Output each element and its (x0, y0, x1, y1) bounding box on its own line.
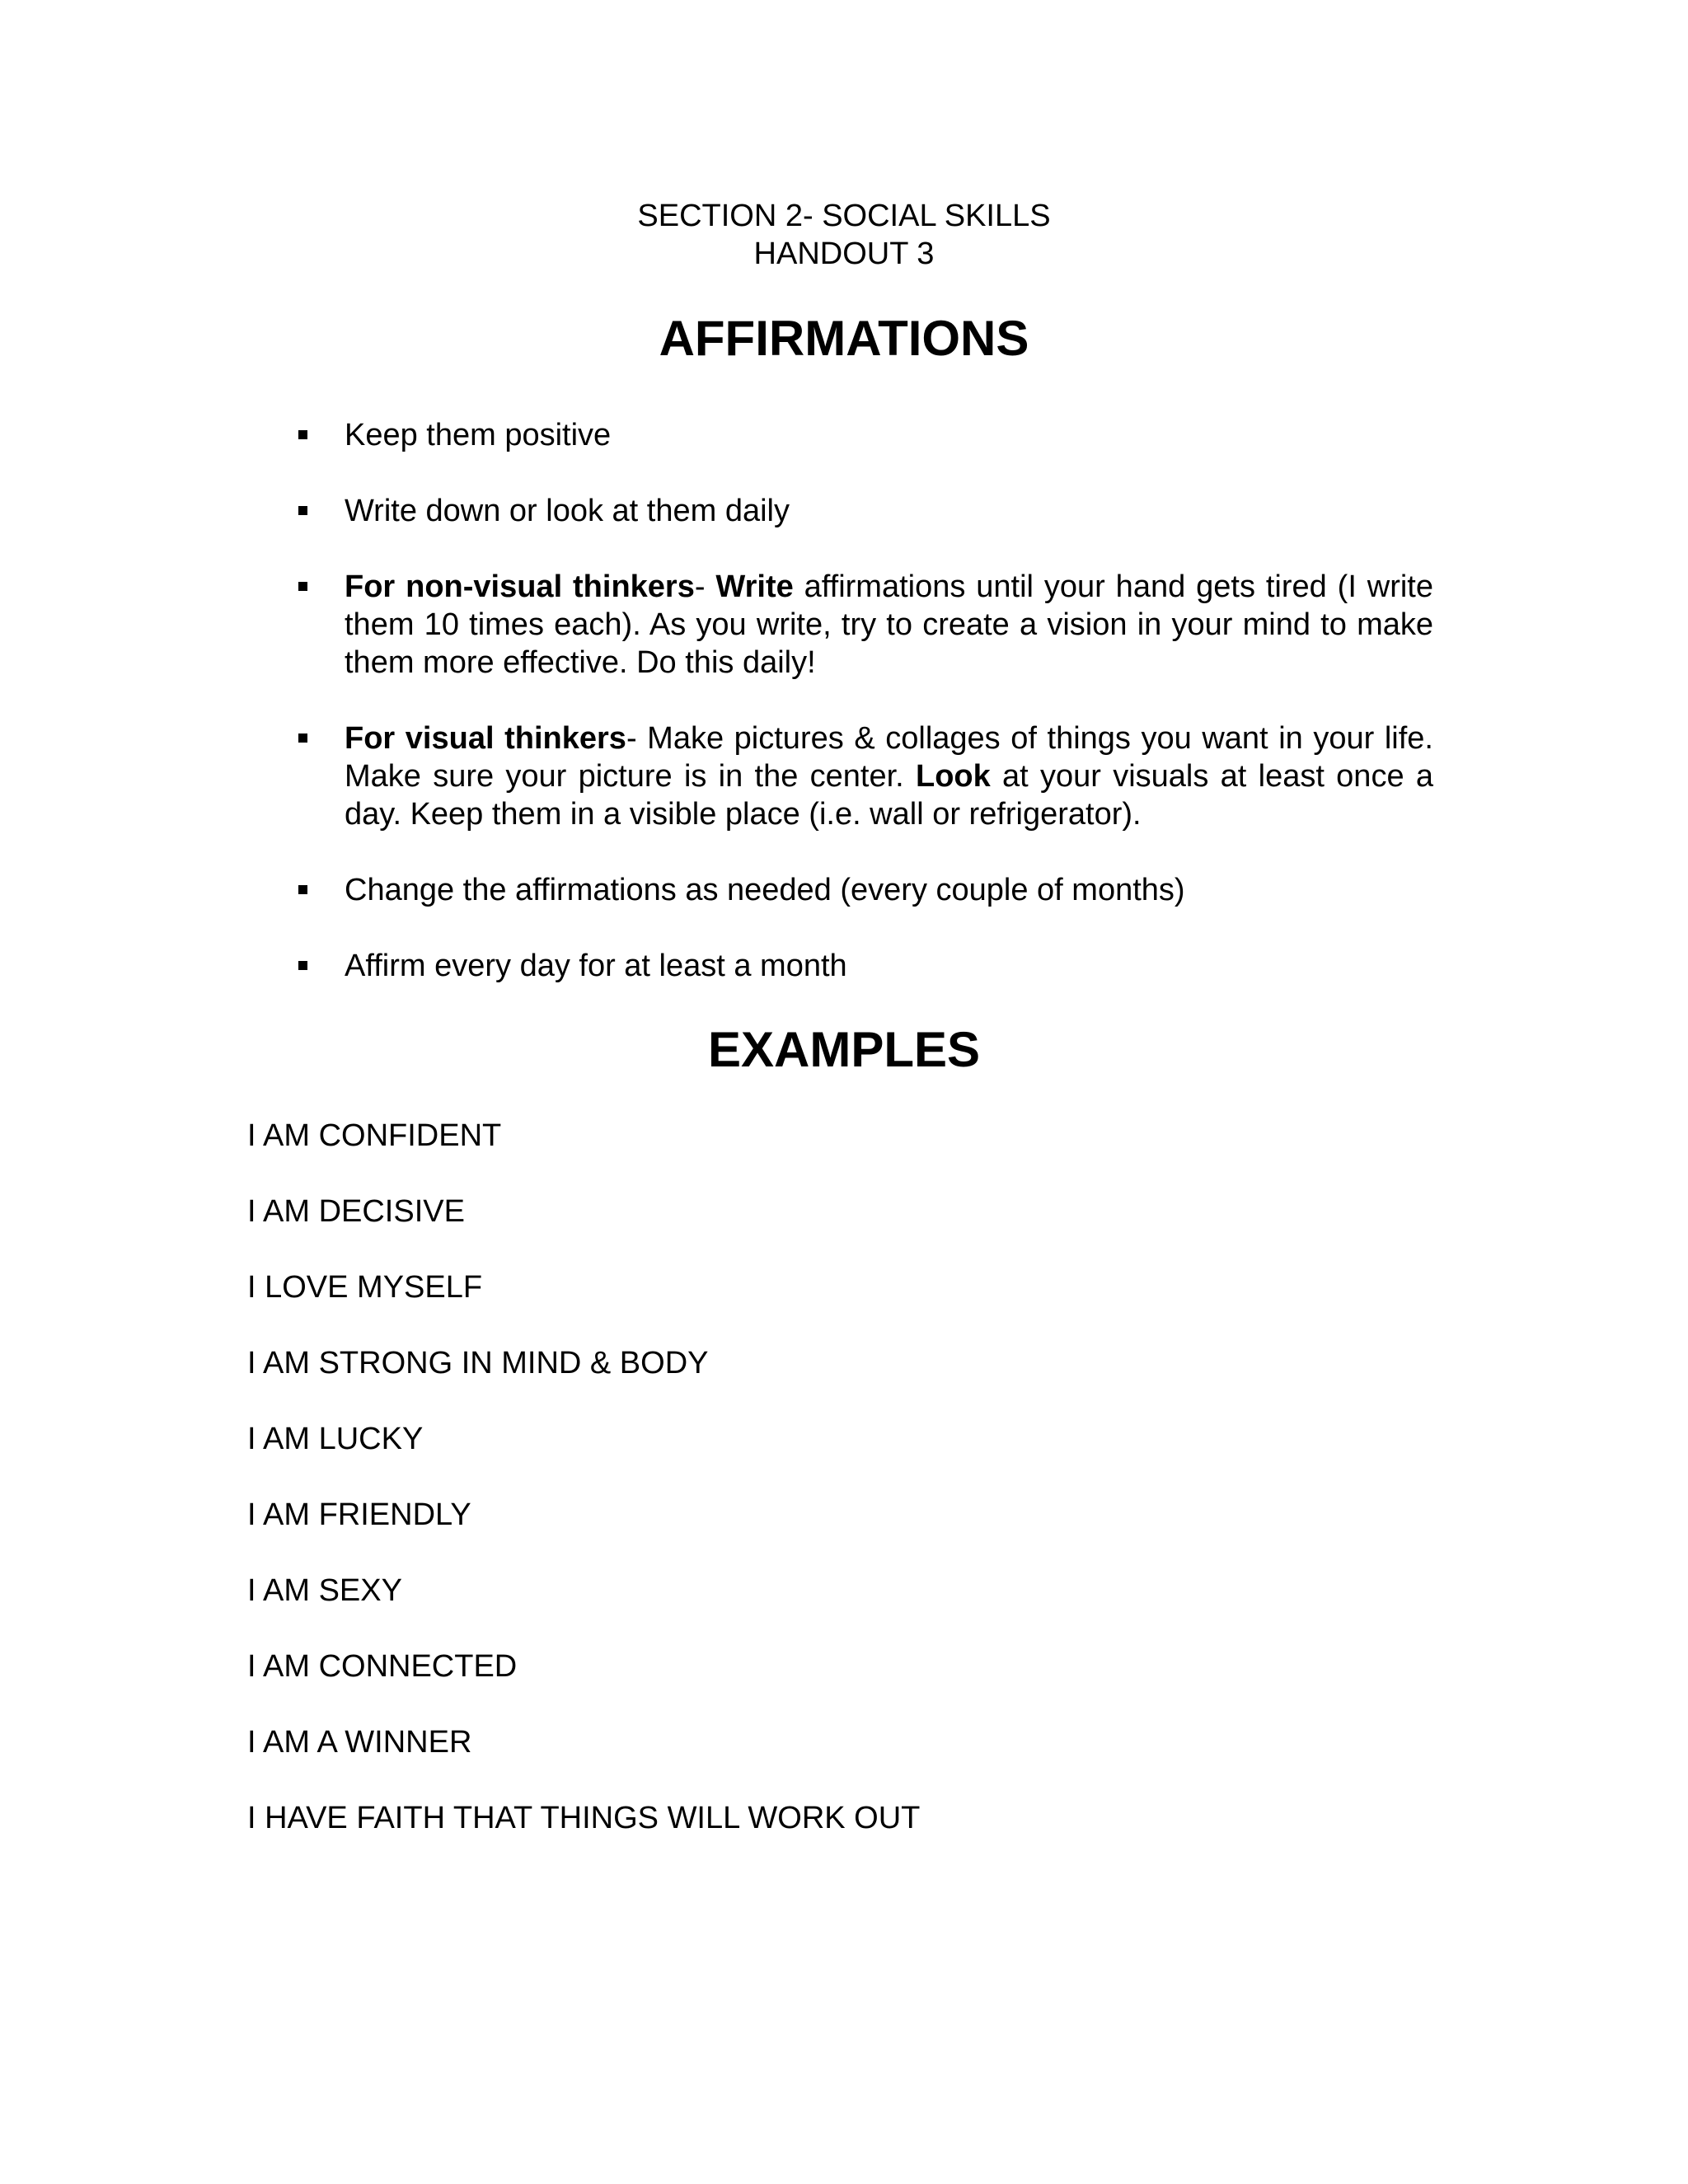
example-item: I AM SEXY (247, 1573, 402, 1608)
bullet-text: Keep them positive (345, 418, 612, 452)
bullet-text: Write down or look at them daily (345, 494, 790, 528)
example-item: I LOVE MYSELF (247, 1270, 483, 1305)
examples-list (247, 1117, 920, 1875)
bullet-bold-word: Write (715, 569, 794, 604)
bullet-text-continued: at your visuals at least once a day. Keep them in a visible place (i.e. wall or refrigerator). (345, 759, 1433, 832)
list-item (298, 416, 1433, 454)
list-item (298, 947, 1433, 985)
example-item: I AM LUCKY (247, 1422, 424, 1456)
example-item: I AM A WINNER (247, 1725, 472, 1760)
square-bullet-icon (298, 885, 307, 894)
example-item: I AM STRONG IN MIND & BODY (247, 1346, 709, 1380)
square-bullet-icon (298, 430, 307, 439)
bullet-bold-lead: For visual thinkers (345, 721, 626, 756)
bullet-bold-lead: For non-visual thinkers (345, 569, 695, 604)
example-item: I AM DECISIVE (247, 1194, 465, 1229)
square-bullet-icon (298, 582, 307, 591)
bullet-text: - Make pictures & collages of things you want in your life. Make sure your picture is in the center. (345, 721, 1433, 794)
example-item: I AM FRIENDLY (247, 1497, 471, 1532)
bullet-text: affirmations until your hand gets tired (I write them 10 times each). As you write, try to create a vision in your mind to make them more effective. Do this daily! (345, 569, 1433, 680)
bullet-text: Change the affirmations as needed (every couple of months) (345, 873, 1185, 907)
tips-list (298, 416, 1433, 1023)
list-item (298, 492, 1433, 530)
list-item (298, 719, 1433, 833)
example-item: I AM CONNECTED (247, 1649, 518, 1684)
square-bullet-icon (298, 506, 307, 515)
examples-title: EXAMPLES (707, 1022, 981, 1077)
example-item: I AM CONFIDENT (247, 1118, 502, 1153)
list-item (298, 871, 1433, 909)
list-item (298, 568, 1433, 682)
page-title: AFFIRMATIONS (659, 311, 1029, 366)
example-item: I HAVE FAITH THAT THINGS WILL WORK OUT (247, 1801, 921, 1835)
bullet-separator: - (694, 569, 716, 604)
handout-label: HANDOUT 3 (753, 237, 935, 271)
section-label: SECTION 2- SOCIAL SKILLS (637, 199, 1051, 233)
square-bullet-icon (298, 961, 307, 970)
square-bullet-icon (298, 733, 307, 743)
bullet-text: Affirm every day for at least a month (345, 949, 847, 983)
bullet-bold-word: Look (915, 759, 991, 794)
